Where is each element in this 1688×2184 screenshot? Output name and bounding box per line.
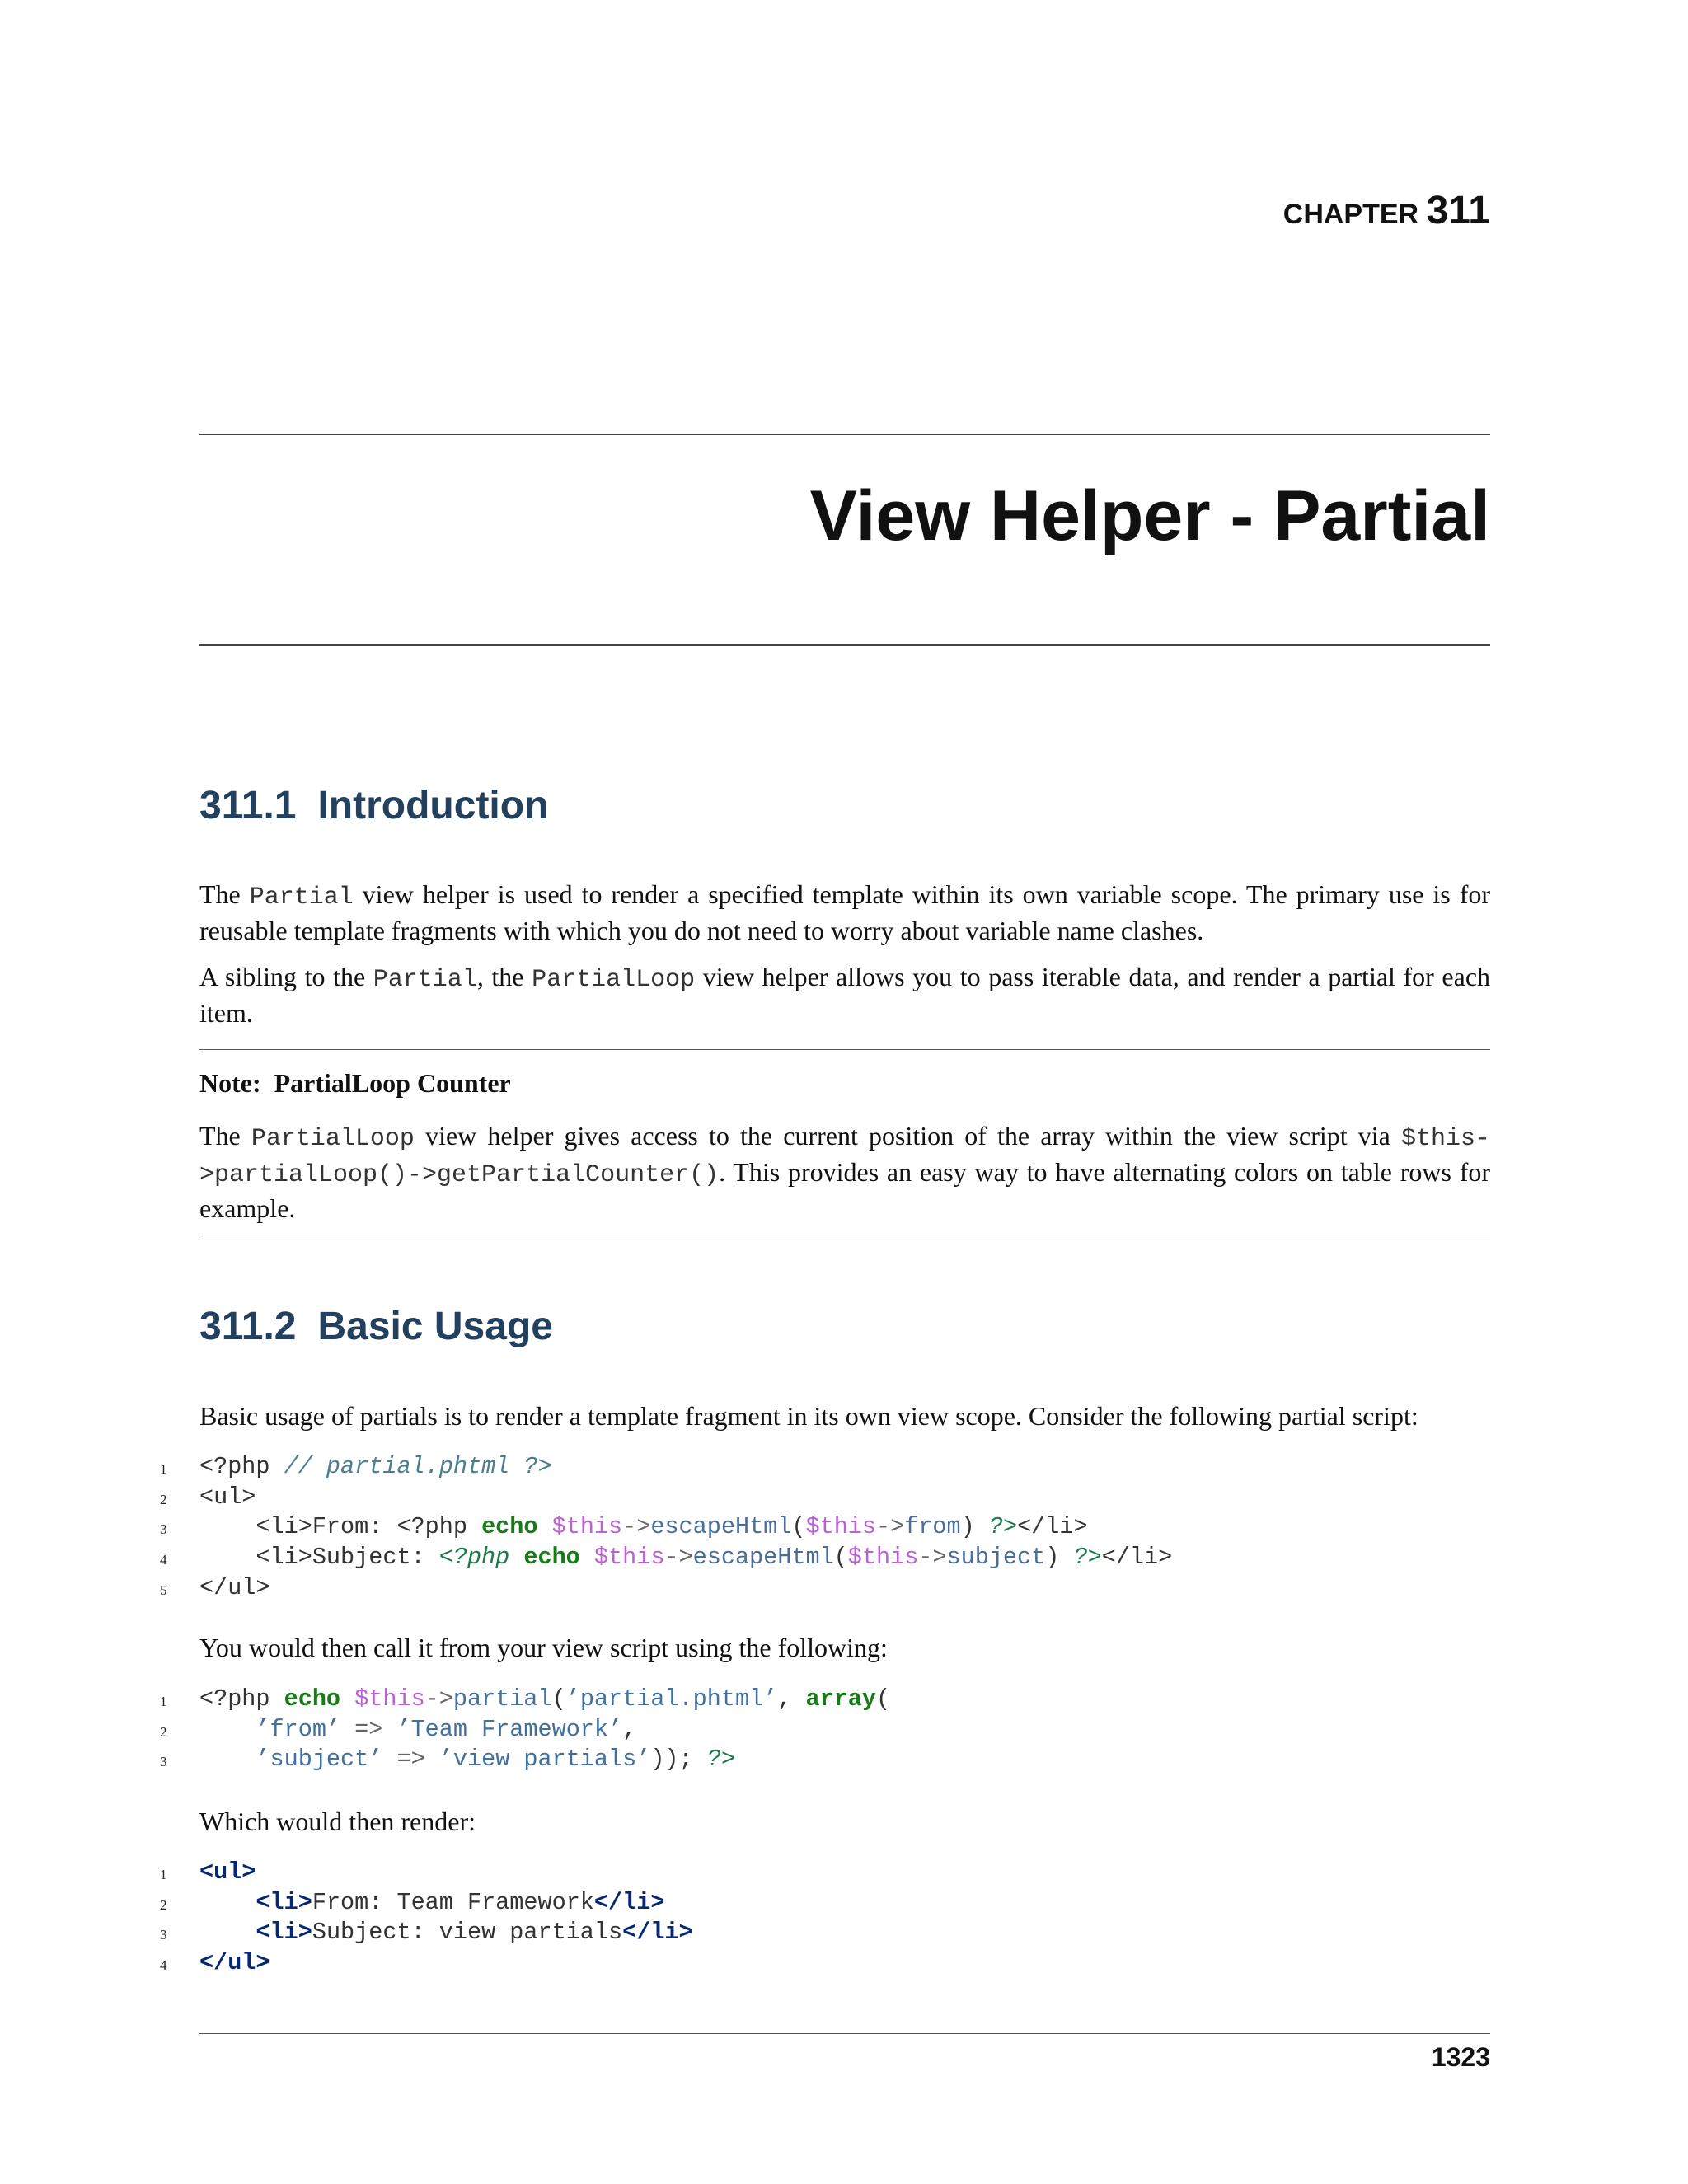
code-line <box>148 1573 1490 1604</box>
code-line <box>148 1858 1490 1888</box>
code-text: <li>Subject: <?php echo $this->escapeHtml($this->subject) ?></li> <box>199 1544 1173 1572</box>
code-text: ’from’ => ’Team Framework’, <box>256 1715 637 1743</box>
code-line <box>148 1483 1490 1513</box>
section-heading-basic-usage <box>199 1304 553 1349</box>
code-line <box>148 1715 1490 1746</box>
note-title <box>199 1068 511 1099</box>
code-text: <?php // partial.phtml ?> <box>199 1453 552 1480</box>
code-text: <li>From: <?php echo $this->escapeHtml($this->from) ?></li> <box>199 1513 1088 1541</box>
chapter-number: 311 <box>1426 189 1490 232</box>
line-number: 2 <box>160 1723 167 1740</box>
line-number: 5 <box>160 1582 167 1598</box>
code-line <box>148 1543 1490 1573</box>
chapter-title: View Helper - Partial <box>809 476 1490 555</box>
code-line <box>148 1452 1490 1483</box>
basic-paragraph-1: Basic usage of partials is to render a template fragment in its own view scope. Consider the following partial script: <box>199 1401 1418 1431</box>
code-text: <?php echo $this->partial(’partial.phtml’, array( <box>199 1685 891 1713</box>
basic-paragraph-2: You would then call it from your view script using the following: <box>199 1633 888 1662</box>
code-text: <ul> <box>199 1483 256 1511</box>
code-text: ’subject’ => ’view partials’)); ?> <box>256 1746 735 1774</box>
line-number: 1 <box>160 1694 167 1709</box>
intro-paragraph-2: A sibling to the Partial, the PartialLoop view helper allows you to pass iterable data, and render a partial for each item. <box>199 962 1491 1028</box>
inline-code: Partial <box>373 966 477 994</box>
chapter-word: CHAPTER <box>1282 199 1419 230</box>
section-number: 311.1 <box>199 784 297 827</box>
line-number: 4 <box>160 1957 167 1974</box>
code-text: </ul> <box>199 1573 270 1601</box>
line-number: 3 <box>160 1927 167 1943</box>
title-rule-bottom <box>199 644 1490 646</box>
code-line <box>148 1948 1490 1979</box>
chapter-label <box>1283 188 1490 233</box>
footer-rule <box>199 2033 1490 2034</box>
section-title: Basic Usage <box>317 1305 553 1348</box>
note-heading: PartialLoop Counter <box>274 1068 511 1098</box>
code-line <box>148 1745 1490 1775</box>
inline-code: PartialLoop <box>251 1125 415 1153</box>
page-number: 1323 <box>1431 2042 1490 2072</box>
section-heading-introduction <box>199 783 548 828</box>
code-block-view-script <box>148 1685 1490 1775</box>
inline-code: Partial <box>249 883 354 912</box>
section-title: Introduction <box>317 784 549 827</box>
code-text: <li>From: Team Framework</li> <box>256 1888 665 1916</box>
basic-paragraph-3: Which would then render: <box>199 1807 476 1836</box>
inline-code: $this->partialLoop()->getPartialCounter() <box>199 1125 1491 1189</box>
code-line <box>148 1888 1490 1919</box>
section-number: 311.2 <box>199 1305 297 1348</box>
code-line <box>148 1685 1490 1715</box>
line-number: 4 <box>160 1552 167 1568</box>
line-number: 1 <box>160 1867 167 1882</box>
note-label: Note: <box>199 1068 261 1098</box>
line-number: 3 <box>160 1754 167 1770</box>
line-number: 2 <box>160 1491 167 1507</box>
title-rule-top <box>199 434 1490 435</box>
inline-code: PartialLoop <box>532 966 696 994</box>
note-rule-top <box>199 1049 1490 1050</box>
intro-paragraph-1: The Partial view helper is used to render a specified template within its own variable scope. The primary use is for reusable template fragments with which you do not need to worry about variable name clashes. <box>199 879 1491 945</box>
code-text: <li>Subject: view partials</li> <box>256 1919 693 1947</box>
code-block-rendered-output <box>148 1858 1490 1979</box>
line-number: 3 <box>160 1521 167 1538</box>
code-block-partial-script <box>148 1452 1490 1603</box>
code-line <box>148 1512 1490 1543</box>
code-line <box>148 1918 1490 1948</box>
line-number: 2 <box>160 1896 167 1913</box>
code-text: <ul> <box>199 1858 256 1886</box>
line-number: 1 <box>160 1461 167 1477</box>
note-body: The PartialLoop view helper gives access to the current position of the array within the view script via $this->partialLoop()->getPartialCounter(). This provides an easy way to have alternating colors on table rows for example. <box>199 1121 1491 1223</box>
code-text: </ul> <box>199 1949 270 1977</box>
